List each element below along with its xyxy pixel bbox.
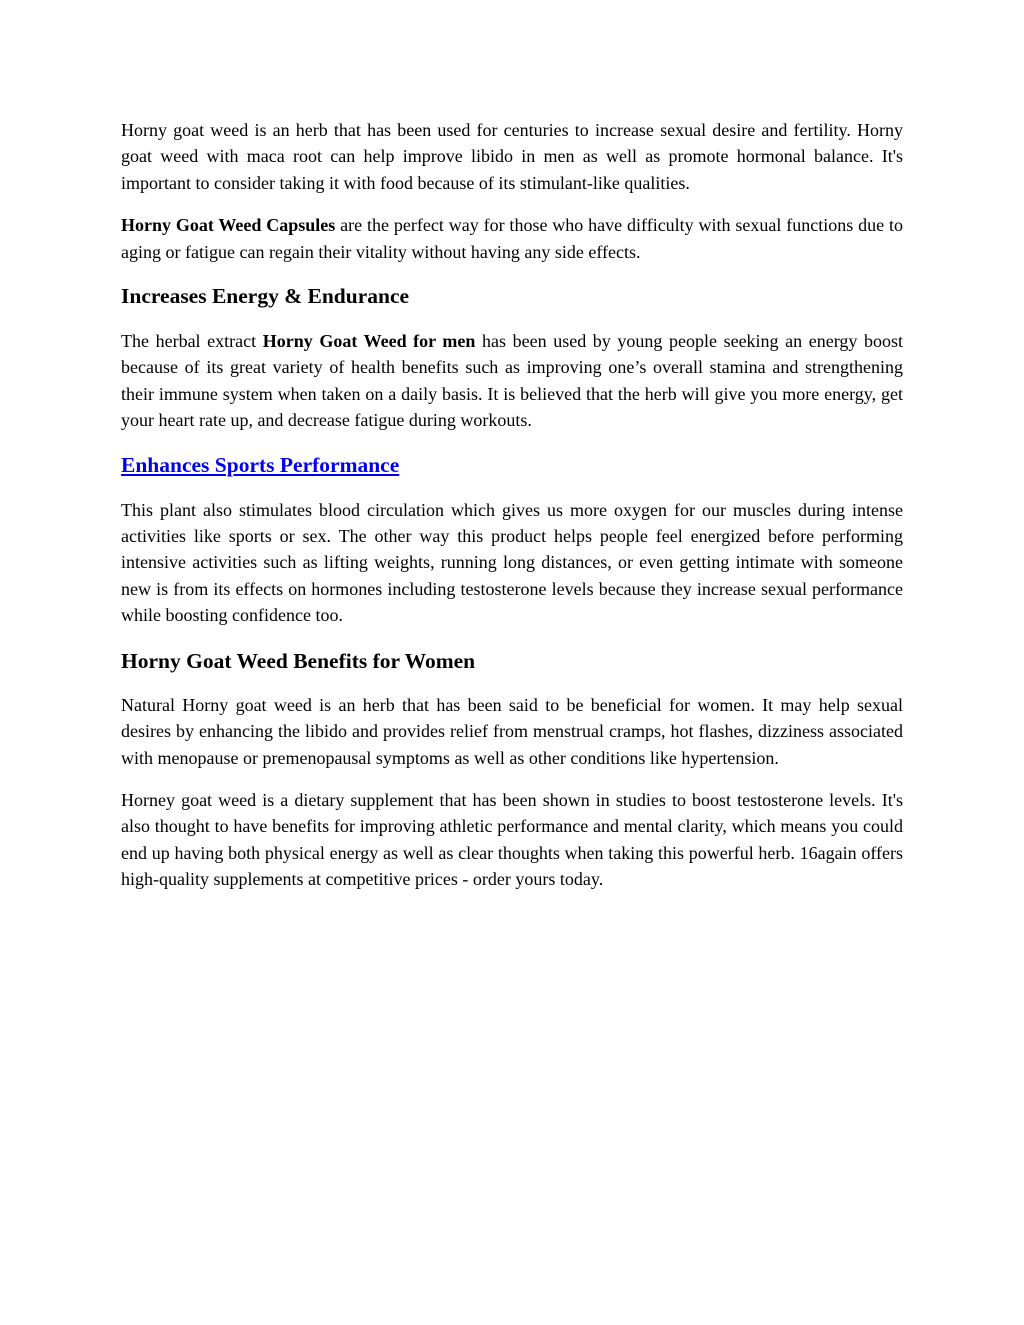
capsules-description: are the perfect way for those who have difficulty with sexual functions due to aging or fatigue can regain their vitality without having any side effects. — [121, 215, 904, 262]
energy-text-after: has been used by young people seeking an energy boost because of its great variety of health benefits such as improving one’s overall stamina and strengthening their immune system when taken on a daily basis. It is believed that the herb will give you more energy, get your heart rate up, and decrease fatigue during workouts. — [121, 331, 903, 431]
sports-heading — [121, 451, 903, 479]
women-heading: Horny Goat Weed Benefits for Women — [121, 648, 476, 673]
sports-performance-link[interactable]: Enhances Sports Performance — [121, 452, 400, 477]
capsules-product-name: Horny Goat Weed Capsules — [121, 215, 336, 236]
document-page — [121, 117, 903, 893]
sports-paragraph: This plant also stimulates blood circulation which gives us more oxygen for our muscles during intense activities like sports or sex. The other way this product helps people feel energized before performing intensive activities such as lifting weights, running long distances, or even getting intimate with someone new is from its effects on hormones including testosterone levels because they increase sexual performance while boosting confidence too. — [121, 499, 903, 626]
intro-paragraph: Horny goat weed is an herb that has been used for centuries to increase sexual desire and fertility. Horny goat weed with maca root can help improve libido in men as well as promote hormonal balance. It's important to consider taking it with food because of its stimulant-like qualities. — [121, 120, 903, 193]
capsules-paragraph — [121, 212, 903, 265]
energy-product-name: Horny Goat Weed for men — [262, 331, 476, 352]
women-paragraph-1: Natural Horny goat weed is an herb that has been said to be beneficial for women. It may help sexual desires by enhancing the libido and provides relief from menstrual cramps, hot flashes, dizziness associated with menopause or premenopausal symptoms as well as other conditions like hypertension. — [121, 694, 903, 768]
energy-text-before: The herbal extract — [121, 331, 263, 352]
women-paragraph-2: Horney goat weed is a dietary supplement that has been shown in studies to boost testosterone levels. It's also thought to have benefits for improving athletic performance and mental clarity, which means you could end up having both physical energy as well as clear thoughts when taking this powerful herb. 16again offers high-quality supplements at competitive prices - order yours today. — [121, 789, 903, 890]
energy-heading: Increases Energy & Endurance — [121, 284, 410, 309]
energy-paragraph — [121, 328, 903, 434]
